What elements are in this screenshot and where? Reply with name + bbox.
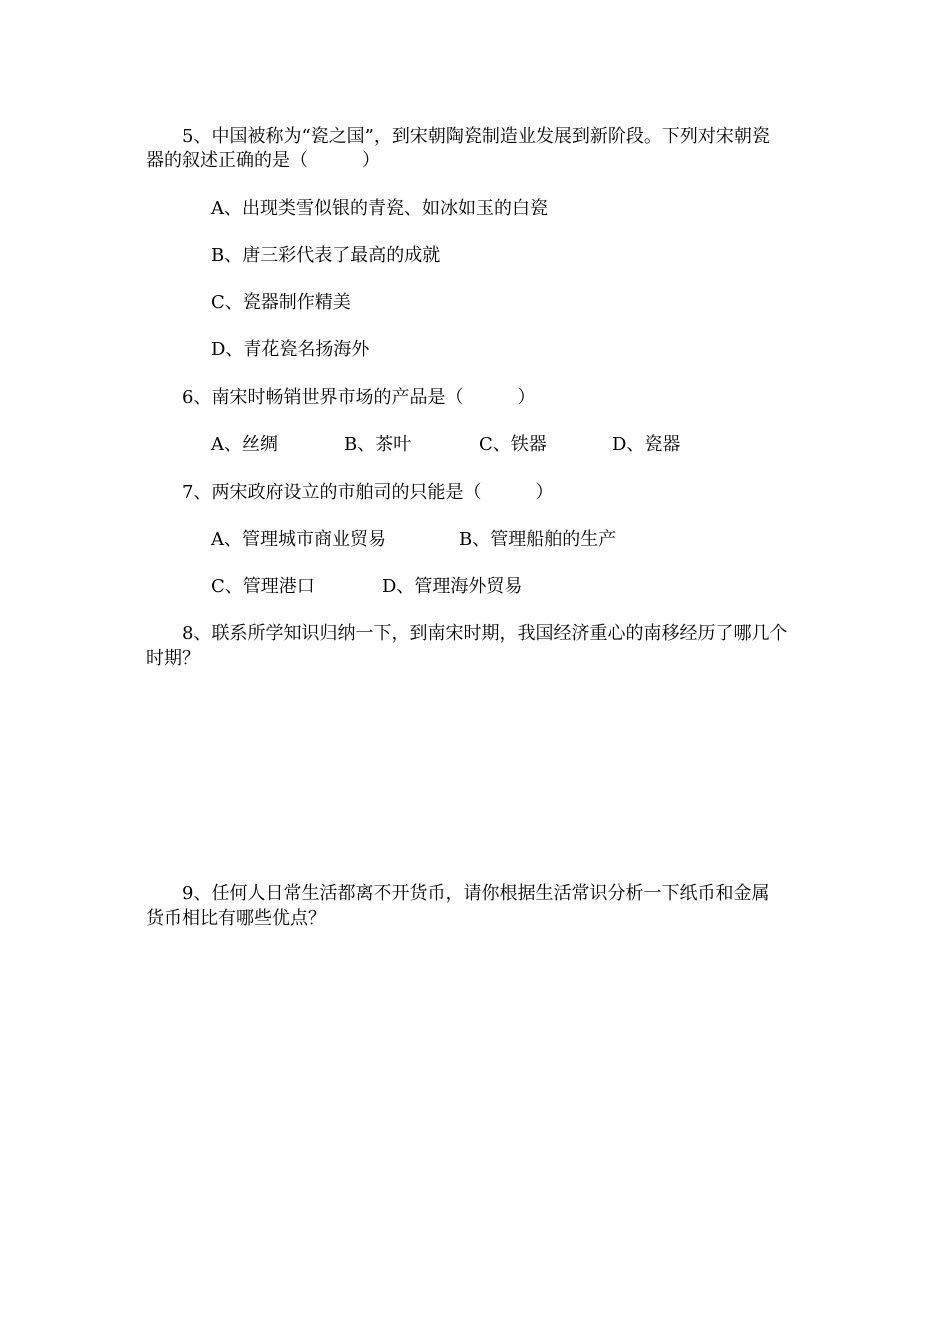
- question-5-line-2: 器的叙述正确的是（ ）: [146, 150, 380, 171]
- question-7-line-1: 7、两宋政府设立的市舶司的只能是（ ）: [182, 482, 554, 503]
- question-7-options-row-2: [211, 575, 811, 599]
- question-5-option-c: C、瓷器制作精美: [211, 292, 351, 313]
- question-7-option-b: B、管理船舶的生产: [459, 529, 617, 550]
- question-9-line-2: 货币相比有哪些优点？: [146, 908, 326, 929]
- question-7-option-a: A、管理城市商业贸易: [211, 529, 386, 550]
- question-9-line-1: 9、任何人日常生活都离不开货币，请你根据生活常识分析一下纸币和金属: [182, 883, 770, 904]
- question-6-option-a: A、丝绸: [211, 434, 278, 455]
- question-6-line-1: 6、南宋时畅销世界市场的产品是（ ）: [182, 387, 536, 408]
- question-6-option-c: C、铁器: [479, 434, 547, 455]
- question-5-option-b: B、唐三彩代表了最高的成就: [211, 245, 441, 266]
- question-8-line-2: 时期？: [146, 648, 200, 669]
- question-5-option-a: A、出现类雪似银的青瓷、如冰如玉的白瓷: [211, 198, 548, 219]
- question-8-line-1: 8、联系所学知识归纳一下，到南宋时期，我国经济重心的南移经历了哪几个: [182, 623, 788, 644]
- question-6-option-b: B、茶叶: [344, 434, 412, 455]
- question-6-options-row: [211, 433, 811, 457]
- question-7-option-c: C、管理港口: [211, 576, 315, 597]
- question-6-option-d: D、瓷器: [612, 434, 681, 455]
- question-5-option-d: D、青花瓷名扬海外: [211, 339, 370, 360]
- question-7-option-d: D、管理海外贸易: [382, 576, 523, 597]
- question-7-options-row-1: [211, 528, 811, 552]
- question-5-line-1: 5、中国被称为“瓷之国”，到宋朝陶瓷制造业发展到新阶段。下列对宋朝瓷: [182, 126, 770, 147]
